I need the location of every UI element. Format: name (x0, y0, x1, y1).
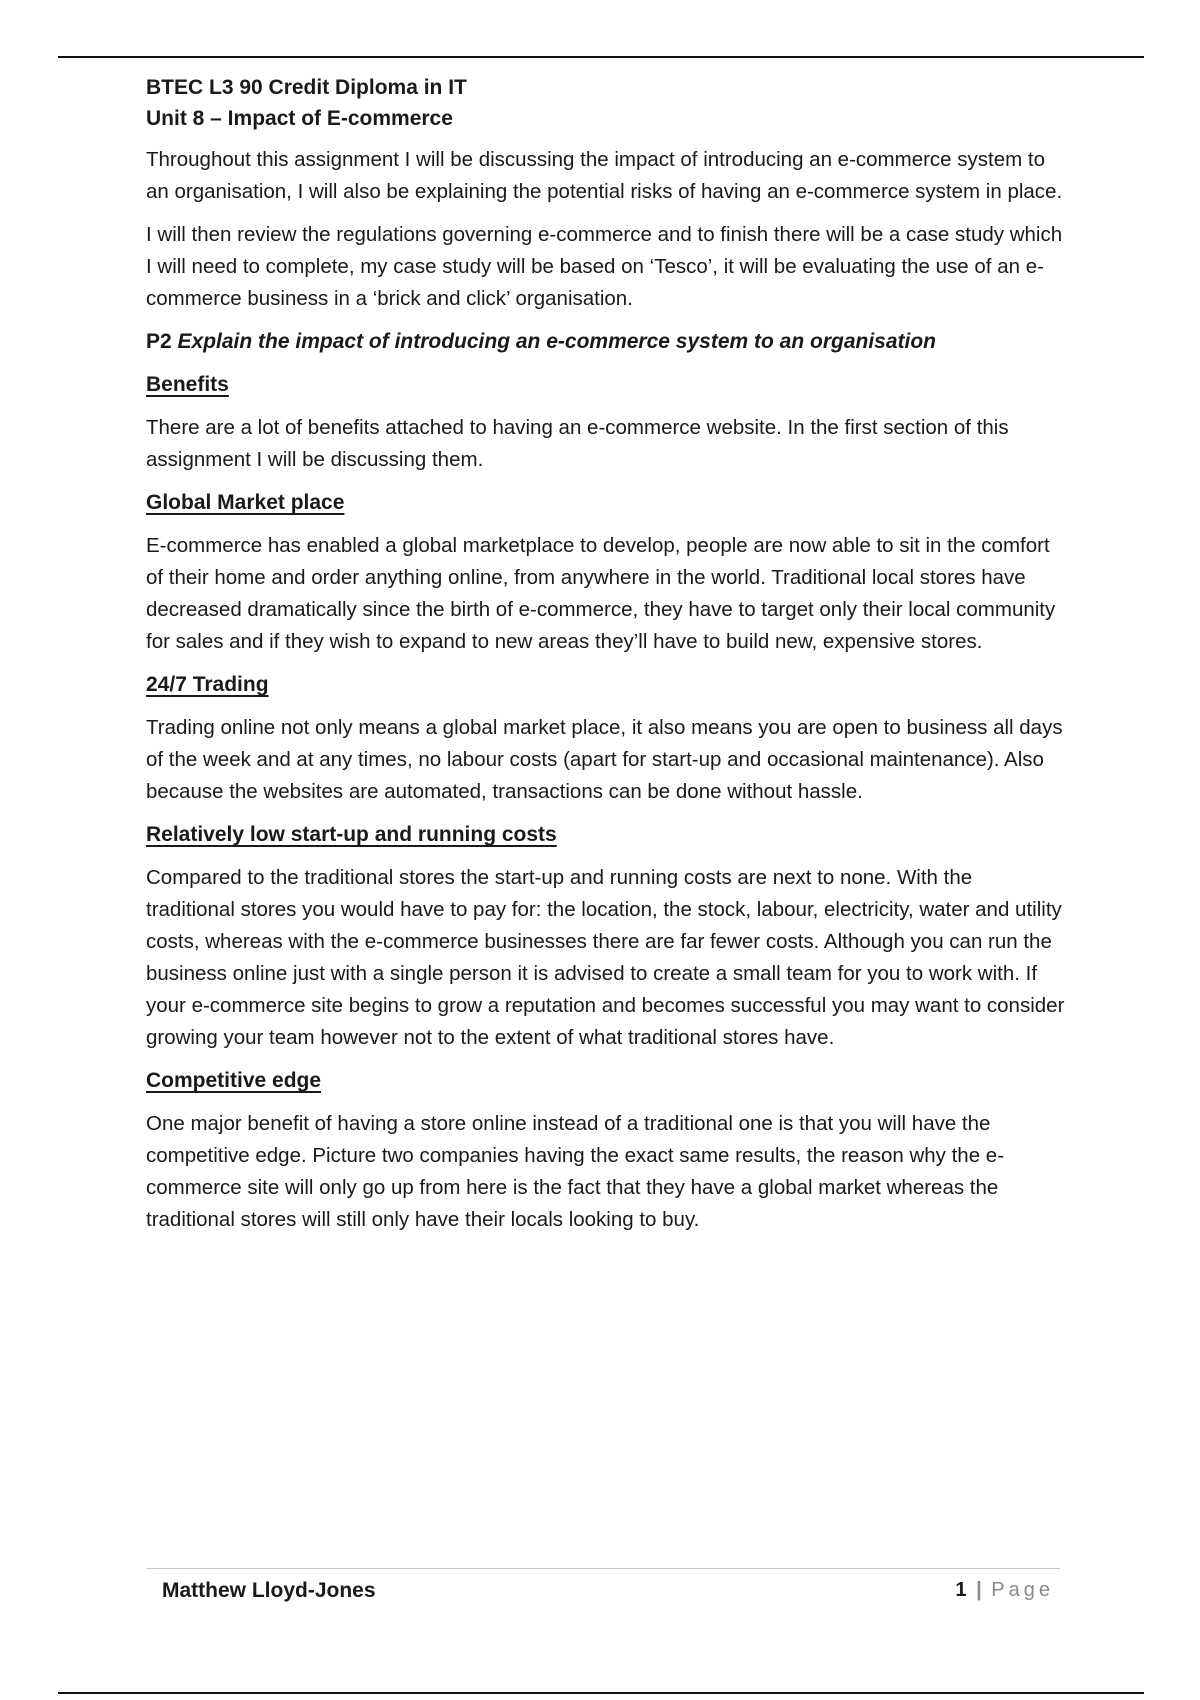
intro-paragraph: Throughout this assignment I will be discussing the impact of introducing an e-commerce system to an organisation, I will also be explaining the potential risks of having an e-commerce system in place. (146, 148, 1063, 203)
section-heading-low-costs: Relatively low start-up and running costs (146, 823, 557, 846)
section-heading-benefits: Benefits (146, 373, 229, 396)
footer-author: Matthew Lloyd-Jones (162, 1579, 376, 1602)
top-page-rule (58, 56, 1144, 58)
section-paragraph-24-7-trading: Trading online not only means a global market place, it also means you are open to business all days of the week and at any times, no labour costs (apart for start-up and occasional maintenance). Also because the websites are automated, transactions can be done without hassle. (146, 716, 1063, 803)
document-body (146, 72, 1066, 1247)
section-paragraph-benefits: There are a lot of benefits attached to having an e-commerce website. In the first section of this assignment I will be discussing them. (146, 416, 1009, 471)
unit-title: Unit 8 – Impact of E-commerce (146, 107, 453, 130)
task-code: P2 (146, 330, 172, 353)
bottom-page-rule (58, 1692, 1144, 1694)
page-number: 1 (955, 1579, 967, 1601)
page-footer (146, 1568, 1060, 1609)
document-header (146, 72, 1066, 134)
intro-paragraph: I will then review the regulations governing e-commerce and to finish there will be a case study which I will need to complete, my case study will be based on ‘Tesco’, it will be evaluating the use of an e-commerce business in a ‘brick and click’ organisation. (146, 223, 1063, 310)
page-label: Page (991, 1579, 1054, 1601)
task-heading (146, 326, 1066, 358)
section-heading-global-market: Global Market place (146, 491, 345, 514)
section-heading-24-7-trading: 24/7 Trading (146, 673, 269, 696)
page-separator: | (976, 1579, 982, 1601)
page-number-indicator (955, 1579, 1054, 1602)
task-title: Explain the impact of introducing an e-commerce system to an organisation (177, 330, 937, 353)
course-title: BTEC L3 90 Credit Diploma in IT (146, 76, 467, 99)
section-paragraph-global-market: E-commerce has enabled a global marketplace to develop, people are now able to sit in the comfort of their home and order anything online, from anywhere in the world. Traditional local stores have decreased dramatically since the birth of e-commerce, they have to target only their local community for sales and if they wish to expand to new areas they’ll have to build new, expensive stores. (146, 534, 1056, 653)
section-paragraph-competitive-edge: One major benefit of having a store online instead of a traditional one is that you will have the competitive edge. Picture two companies having the exact same results, the reason why the e-commerce site will only go up from here is the fact that they have a global market whereas the traditional stores will still only have their locals looking to buy. (146, 1112, 1005, 1231)
section-heading-competitive-edge: Competitive edge (146, 1069, 322, 1092)
section-paragraph-low-costs: Compared to the traditional stores the start-up and running costs are next to none. With the traditional stores you would have to pay for: the location, the stock, labour, electricity, water and utility costs, whereas with the e-commerce businesses there are far fewer costs. Although you can run the business online just with a single person it is advised to create a small team for you to work with. If your e-commerce site begins to grow a reputation and becomes successful you may want to consider growing your team however not to the extent of what traditional stores have. (146, 866, 1065, 1049)
